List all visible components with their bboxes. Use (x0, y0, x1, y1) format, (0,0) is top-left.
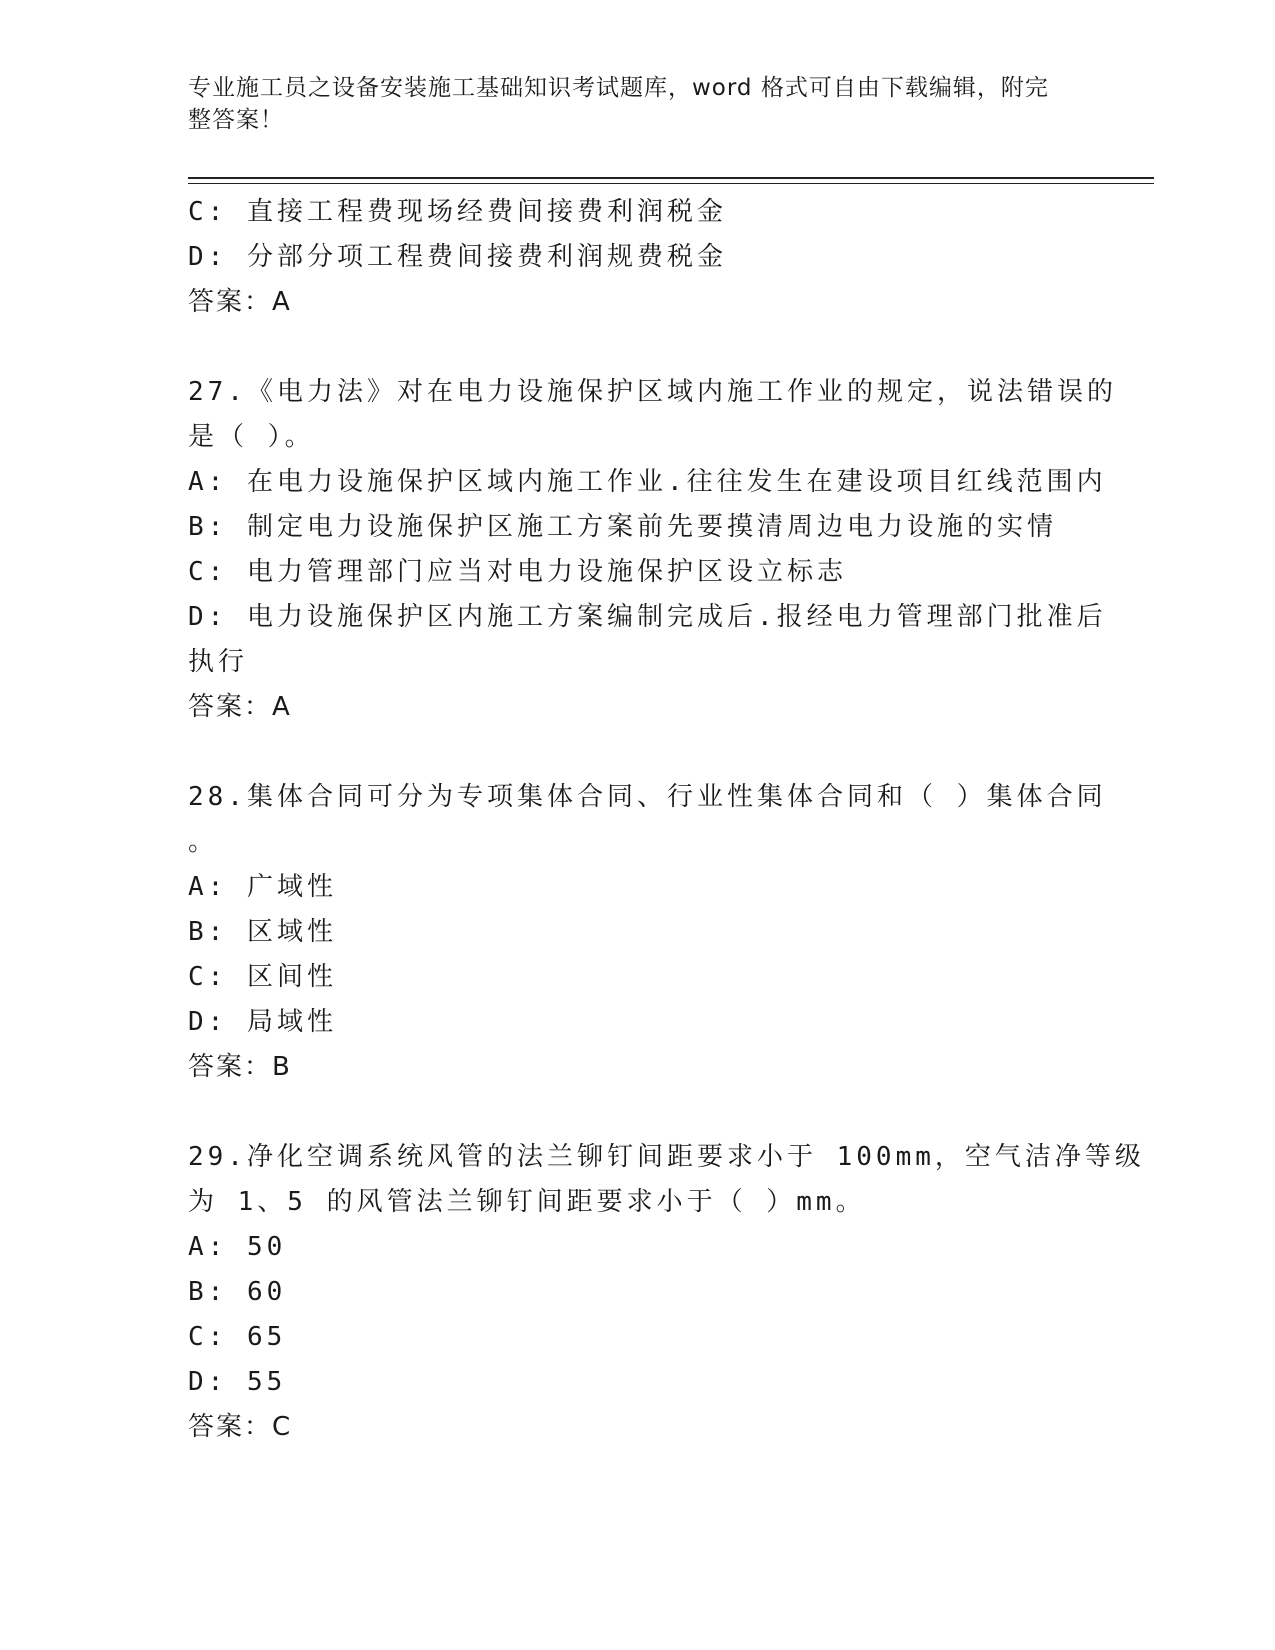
option-b: B: 制定电力设施保护区施工方案前先要摸清周边电力设施的实情 (188, 512, 1057, 542)
spacer (188, 325, 1088, 370)
answer-line: 答案：C (188, 1412, 293, 1442)
question-text-cont: 是（ ）。 (188, 422, 315, 452)
question-text: 27.《电力法》对在电力设施保护区域内施工作业的规定，说法错误的 (188, 377, 1117, 407)
question-text-cont: 。 (188, 827, 219, 857)
option-b: B: 60 (188, 1277, 287, 1307)
question-27 (188, 370, 1117, 730)
option-a: A: 广域性 (188, 872, 337, 902)
option-b: B: 区域性 (188, 917, 337, 947)
header-line-1: 专业施工员之设备安装施工基础知识考试题库，word 格式可自由下载编辑，附完 (188, 75, 1049, 101)
header-divider-thick (188, 177, 1154, 179)
question-list (188, 190, 1145, 1450)
question-29 (188, 1135, 1145, 1450)
question-text: 28.集体合同可分为专项集体合同、行业性集体合同和（ ）集体合同 (188, 782, 1107, 812)
question-text-cont: 为 1、5 的风管法兰铆钉间距要求小于（ ）mm。 (188, 1187, 866, 1217)
question-28 (188, 775, 1107, 1090)
option-a: A: 在电力设施保护区域内施工作业.往往发生在建设项目红线范围内 (188, 467, 1107, 497)
answer-line: 答案：B (188, 1052, 292, 1082)
document-header (188, 72, 1068, 136)
option-d: D: 55 (188, 1367, 287, 1397)
header-divider-thin (188, 183, 1154, 184)
option-c: C: 直接工程费现场经费间接费利润税金 (188, 197, 727, 227)
spacer (188, 1090, 1088, 1135)
question-text: 29.净化空调系统风管的法兰铆钉间距要求小于 100mm，空气洁净等级 (188, 1142, 1145, 1172)
option-d: D: 电力设施保护区内施工方案编制完成后.报经电力管理部门批准后 (188, 602, 1107, 632)
option-d: D: 分部分项工程费间接费利润规费税金 (188, 242, 727, 272)
header-line-2: 整答案！ (188, 107, 284, 133)
spacer (188, 730, 1088, 775)
answer-line: 答案：A (188, 287, 292, 317)
answer-line: 答案：A (188, 692, 292, 722)
option-c: C: 65 (188, 1322, 287, 1352)
option-d-cont: 执行 (188, 647, 249, 677)
option-a: A: 50 (188, 1232, 287, 1262)
option-c: C: 区间性 (188, 962, 337, 992)
option-d: D: 局域性 (188, 1007, 337, 1037)
question-26-tail (188, 190, 1088, 325)
option-c: C: 电力管理部门应当对电力设施保护区设立标志 (188, 557, 847, 587)
